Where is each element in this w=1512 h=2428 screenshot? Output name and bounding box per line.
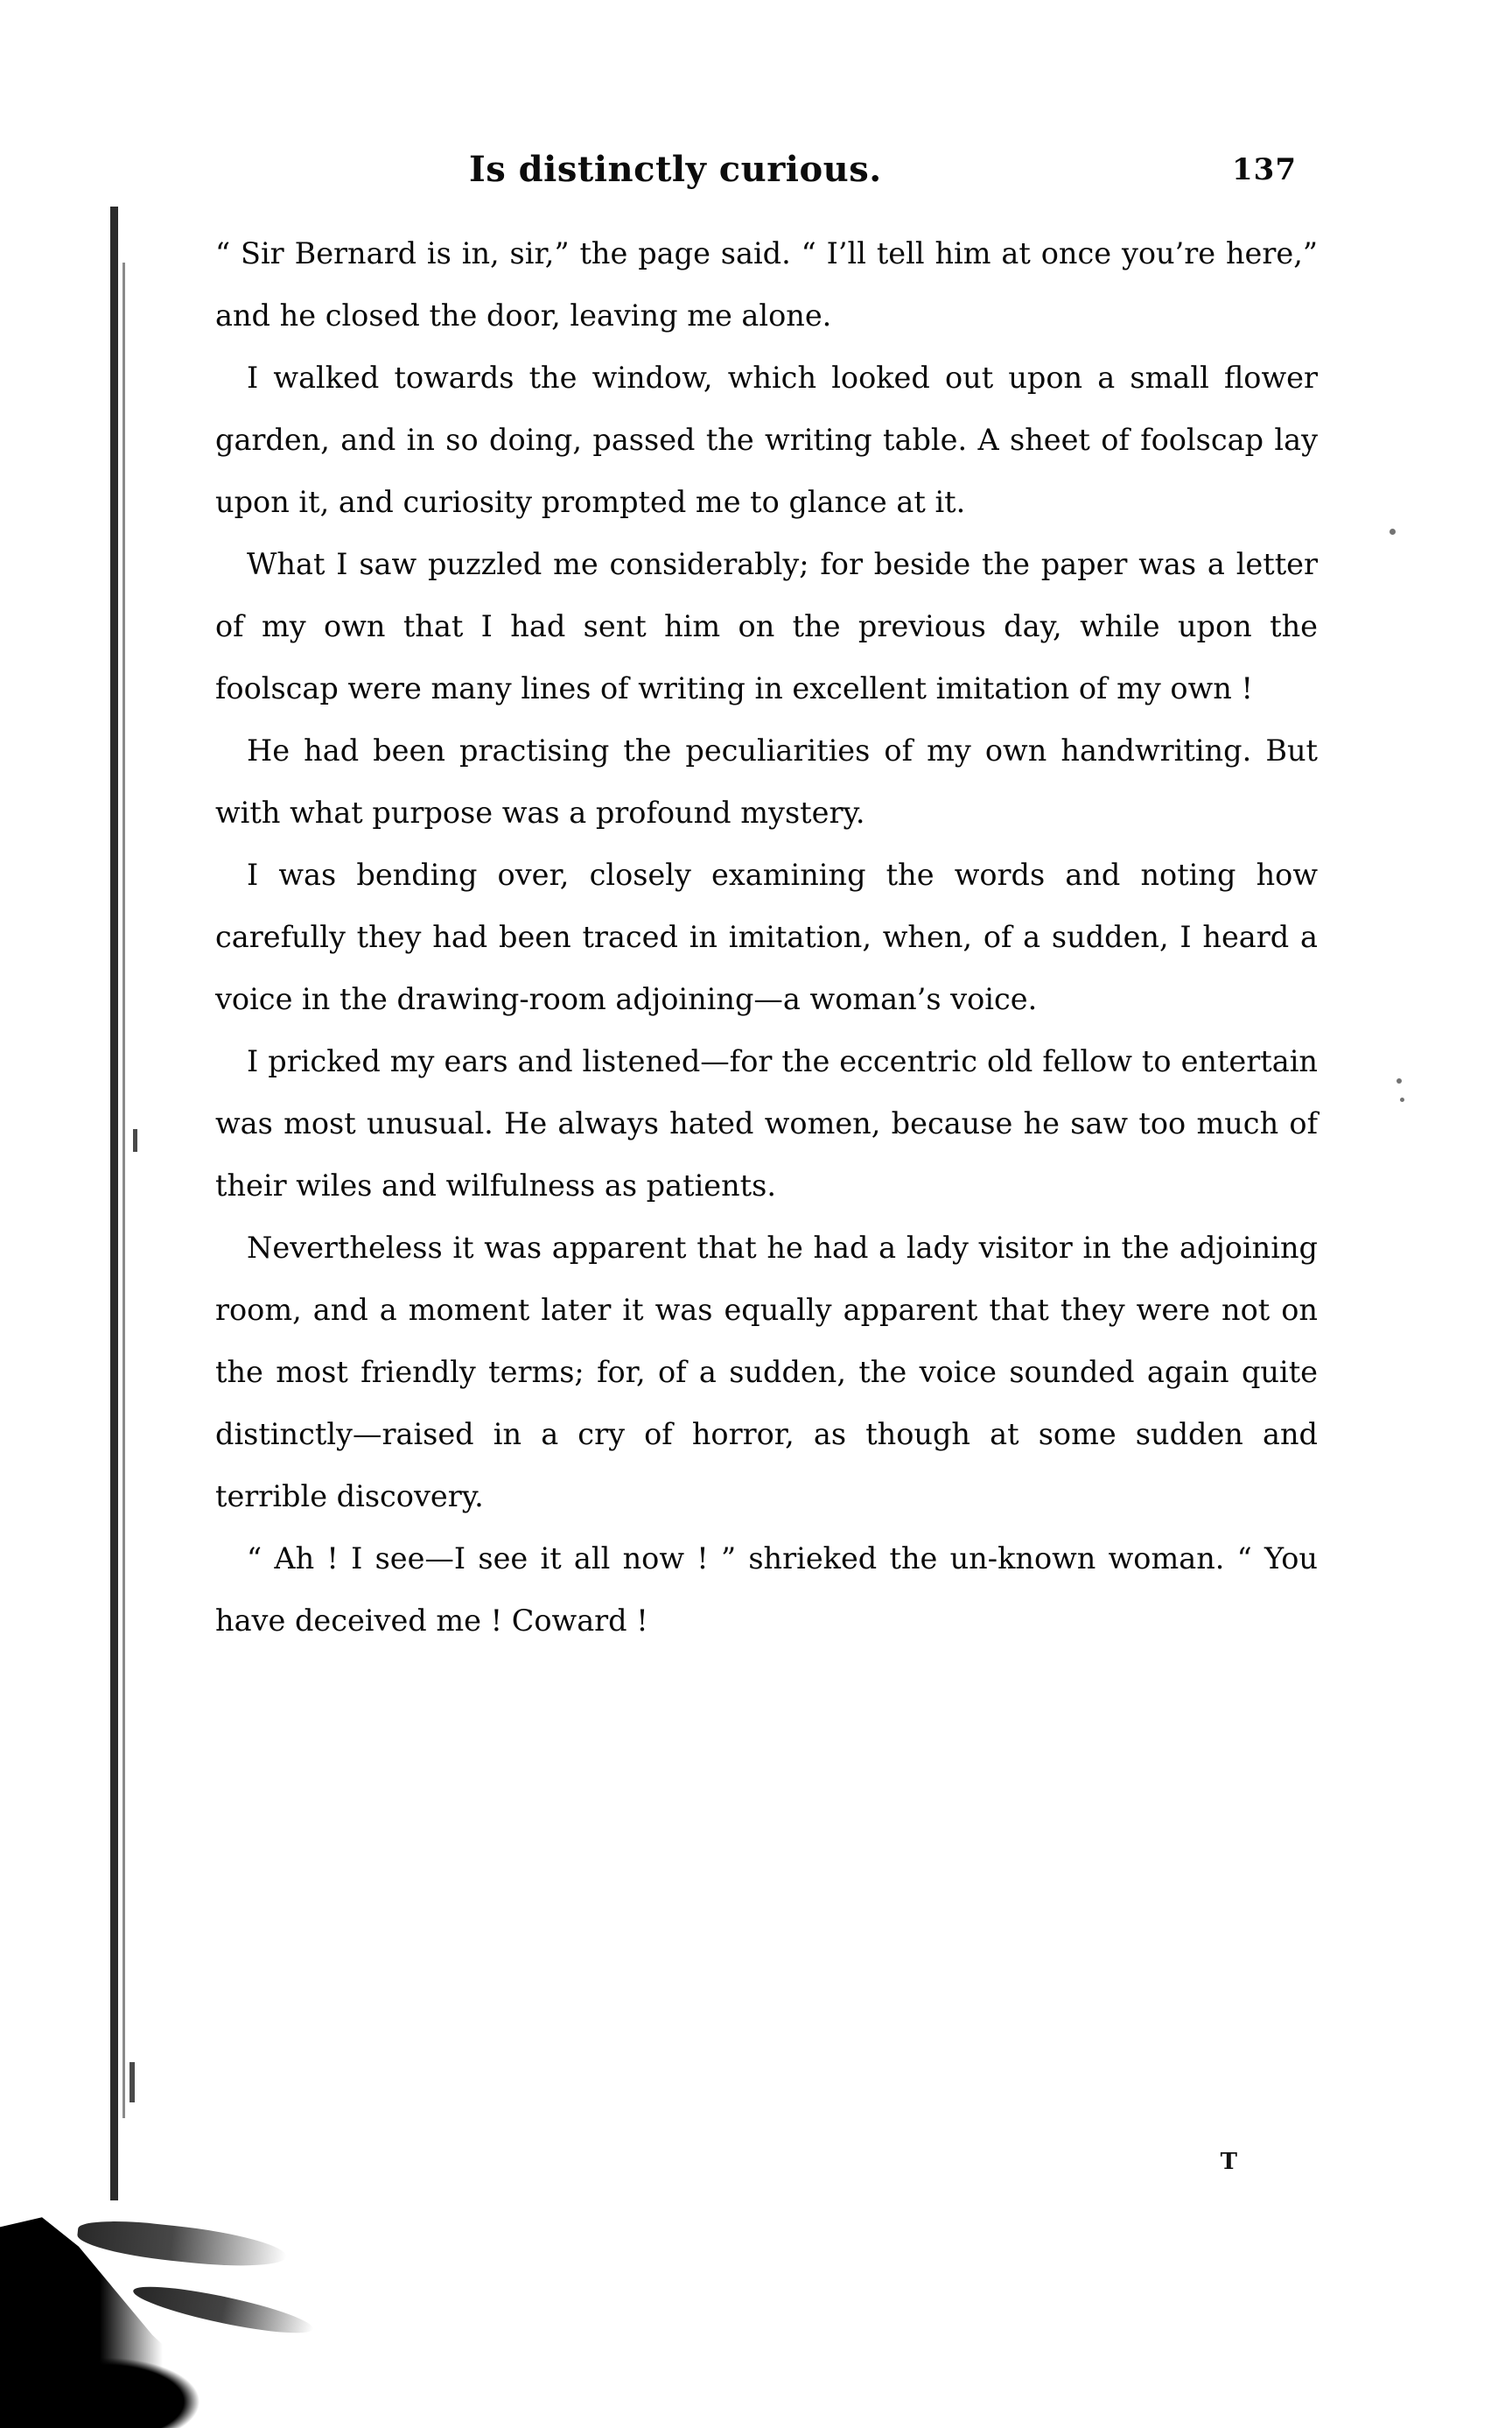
binding-gutter-line: [122, 263, 125, 2118]
scan-smudge: [130, 2277, 316, 2341]
page-text-block: [215, 149, 1318, 2175]
scan-smudge: [76, 2216, 289, 2273]
scan-edge-fleck: [130, 2062, 135, 2102]
scan-edge-fleck: [133, 1129, 137, 1152]
paragraph: I walked towards the window, which looked out upon a small flower garden, and in so doing, passed the writing table. A sheet of foolscap lay upon it, and curiosity prompted me to glance at it.: [215, 361, 1318, 519]
page-number: 137: [1232, 152, 1297, 187]
running-head-title: Is distinctly curious.: [469, 149, 882, 190]
paragraph: I pricked my ears and listened—for the eccentric old fellow to entertain was most unusual. He always hated women, because he saw too much of their wiles and wilfulness as patients.: [215, 1044, 1318, 1203]
paragraph: I was bending over, closely examining the words and noting how carefully they had been traced in imitation, when, of a sudden, I heard a voice in the drawing-room adjoining—a woman’s voice.: [215, 858, 1318, 1016]
paragraph: Nevertheless it was apparent that he had a lady visitor in the adjoining room, and a moment later it was equally apparent that they were not on the most friendly terms; for, of a sudden, the voice sounded again quite distinctly—raised in a cry of horror, as though at some sudden and terrible discovery.: [215, 1231, 1318, 1513]
scan-speck: [1400, 1098, 1404, 1102]
binding-gutter-shadow: [110, 207, 118, 2200]
signature-mark: T: [1220, 2149, 1237, 2175]
scan-speck: [1396, 1078, 1402, 1084]
paragraph: He had been practising the peculiarities of my own handwriting. But with what purpose was a profound mystery.: [215, 733, 1318, 830]
scan-speck: [1390, 529, 1396, 535]
paragraph: “ Ah ! I see—I see it all now ! ” shrieked the un-known woman. “ You have deceived me ! Coward !: [215, 1541, 1318, 1638]
paragraph: “ Sir Bernard is in, sir,” the page said. “ I’ll tell him at once you’re here,” and he closed the door, leaving me alone.: [215, 236, 1318, 333]
paragraph: What I saw puzzled me considerably; for beside the paper was a letter of my own that I had sent him on the previous day, while upon the foolscap were many lines of writing in excellent imitation of my own !: [215, 547, 1318, 705]
running-head-row: [215, 149, 1318, 222]
